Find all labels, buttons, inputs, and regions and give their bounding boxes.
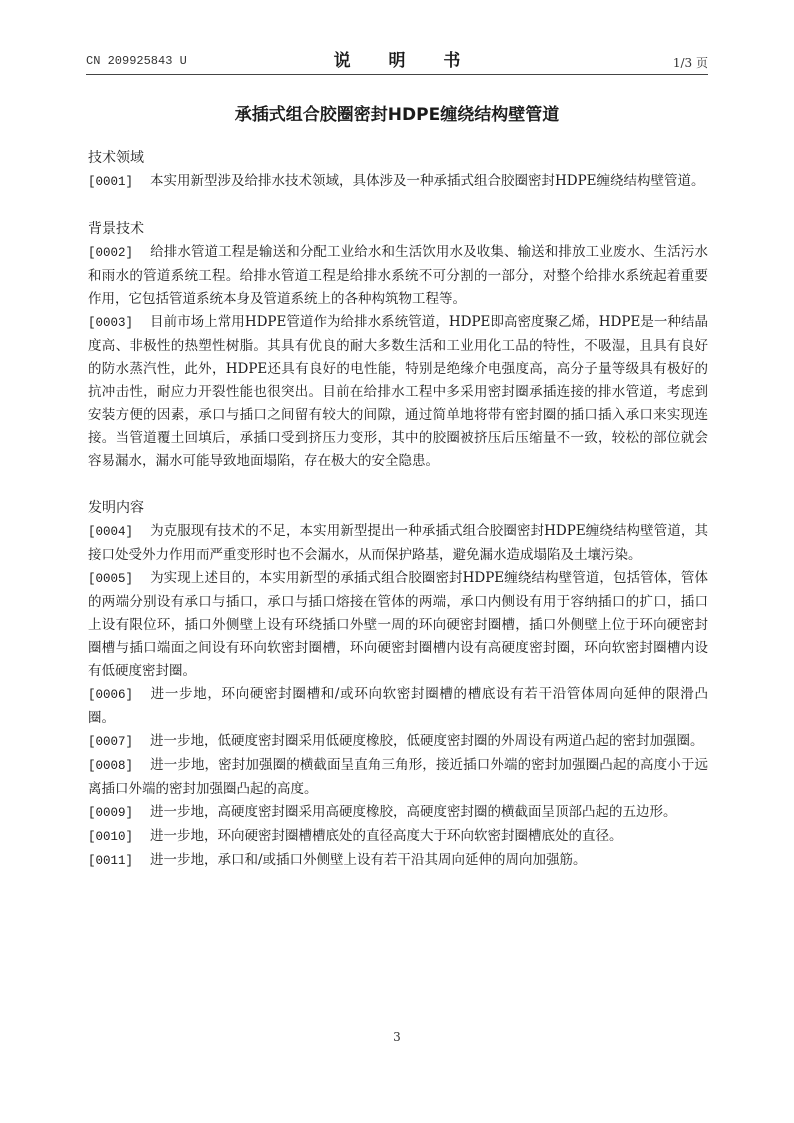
page-header	[86, 46, 708, 72]
paragraph-number: [0008]	[88, 759, 134, 773]
paragraph	[88, 730, 708, 754]
paragraph-number: [0004]	[88, 525, 134, 539]
paragraph	[88, 683, 708, 730]
paragraph-number: [0010]	[88, 830, 134, 844]
section-invention-content	[88, 497, 708, 873]
paragraph	[88, 801, 708, 825]
paragraph-number: [0003]	[88, 316, 134, 330]
paragraph-text: 进一步地，环向硬密封圈槽和/或环向软密封圈槽的槽底设有若干沿管体周向延伸的限滑凸圈。	[88, 686, 708, 726]
header-title: 说 明 书	[333, 51, 477, 71]
section-heading: 技术领域	[88, 150, 144, 166]
paragraph-number: [0011]	[88, 854, 134, 868]
paragraph-text: 进一步地，环向硬密封圈槽槽底处的直径高度大于环向软密封圈槽底处的直径。	[150, 828, 623, 844]
section-background	[88, 218, 708, 473]
paragraph-text: 本实用新型涉及给排水技术领域，具体涉及一种承插式组合胶圈密封HDPE缠绕结构壁管道。	[150, 173, 705, 189]
paragraph	[88, 849, 708, 873]
paragraph	[88, 825, 708, 849]
section-heading: 背景技术	[88, 221, 144, 237]
paragraph	[88, 754, 708, 801]
paragraph-number: [0007]	[88, 735, 134, 749]
paragraph-number: [0006]	[88, 688, 134, 702]
paragraph	[88, 241, 708, 311]
document-title: 承插式组合胶圈密封HDPE缠绕结构壁管道	[234, 105, 560, 125]
page-number: 3	[393, 1030, 401, 1044]
section-technical-field	[88, 147, 708, 194]
page-label: 1/3 页	[672, 56, 708, 70]
paragraph-text: 进一步地，承口和/或插口外侧壁上设有若干沿其周向延伸的周向加强筋。	[150, 852, 587, 868]
paragraph-text: 进一步地，密封加强圈的横截面呈直角三角形，接近插口外端的密封加强圈凸起的高度小于远离插口外端的密封加强圈凸起的高度。	[88, 757, 708, 797]
patent-number: CN 209925843 U	[86, 54, 187, 68]
document-body	[88, 147, 708, 873]
paragraph	[88, 567, 708, 683]
paragraph-number: [0009]	[88, 806, 134, 820]
paragraph-number: [0002]	[88, 246, 134, 260]
paragraph-text: 目前市场上常用HDPE管道作为给排水系统管道，HDPE即高密度聚乙烯，HDPE是一种结晶度高、非极性的热塑性树脂。其具有优良的耐大多数生活和工业用化工品的特性，不吸湿，且具有良好的防水蒸汽性，此外，HDPE还具有良好的电性能，特别是绝缘介电强度高，高分子量等级具有极好的抗冲击性，耐应力开裂性能也很突出。目前在给排水工程中多采用密封圈承插连接的排水管道，考虑到安装方便的因素，承口与插口之间留有较大的间隙，通过简单地将带有密封圈的插口插入承口来实现连接。当管道覆土回填后，承插口受到挤压力变形，其中的胶圈被挤压后压缩量不一致，较松的部位就会容易漏水，漏水可能导致地面塌陷，存在极大的安全隐患。	[88, 314, 708, 469]
paragraph-number: [0005]	[88, 572, 134, 586]
paragraph-text: 进一步地，高硬度密封圈采用高硬度橡胶，高硬度密封圈的横截面呈顶部凸起的五边形。	[150, 804, 677, 820]
paragraph	[88, 170, 708, 194]
paragraph-text: 给排水管道工程是输送和分配工业给水和生活饮用水及收集、输送和排放工业废水、生活污水和雨水的管道系统工程。给排水管道工程是给排水系统不可分割的一部分，对整个给排水系统起着重要作用，它包括管道系统本身及管道系统上的各种构筑物工程等。	[88, 244, 708, 307]
paragraph-text: 进一步地，低硬度密封圈采用低硬度橡胶，低硬度密封圈的外周设有两道凸起的密封加强圈。	[150, 733, 704, 749]
paragraph	[88, 520, 708, 567]
paragraph-text: 为克服现有技术的不足，本实用新型提出一种承插式组合胶圈密封HDPE缠绕结构壁管道，其接口处受外力作用而严重变形时也不会漏水，从而保护路基，避免漏水造成塌陷及土壤污染。	[88, 523, 708, 563]
paragraph-text: 为实现上述目的，本实用新型的承插式组合胶圈密封HDPE缠绕结构壁管道，包括管体，管体的两端分别设有承口与插口，承口与插口熔接在管体的两端，承口内侧设有用于容纳插口的扩口，插口上设有限位环，插口外侧壁上设有环绕插口外壁一周的环向硬密封圈槽，插口外侧壁上位于环向硬密封圈槽与插口端面之间设有环向软密封圈槽，环向硬密封圈槽内设有高硬度密封圈，环向软密封圈槽内设有低硬度密封圈。	[88, 570, 708, 679]
header-divider	[86, 74, 708, 75]
paragraph	[88, 311, 708, 473]
section-heading: 发明内容	[88, 500, 144, 516]
paragraph-number: [0001]	[88, 175, 134, 189]
